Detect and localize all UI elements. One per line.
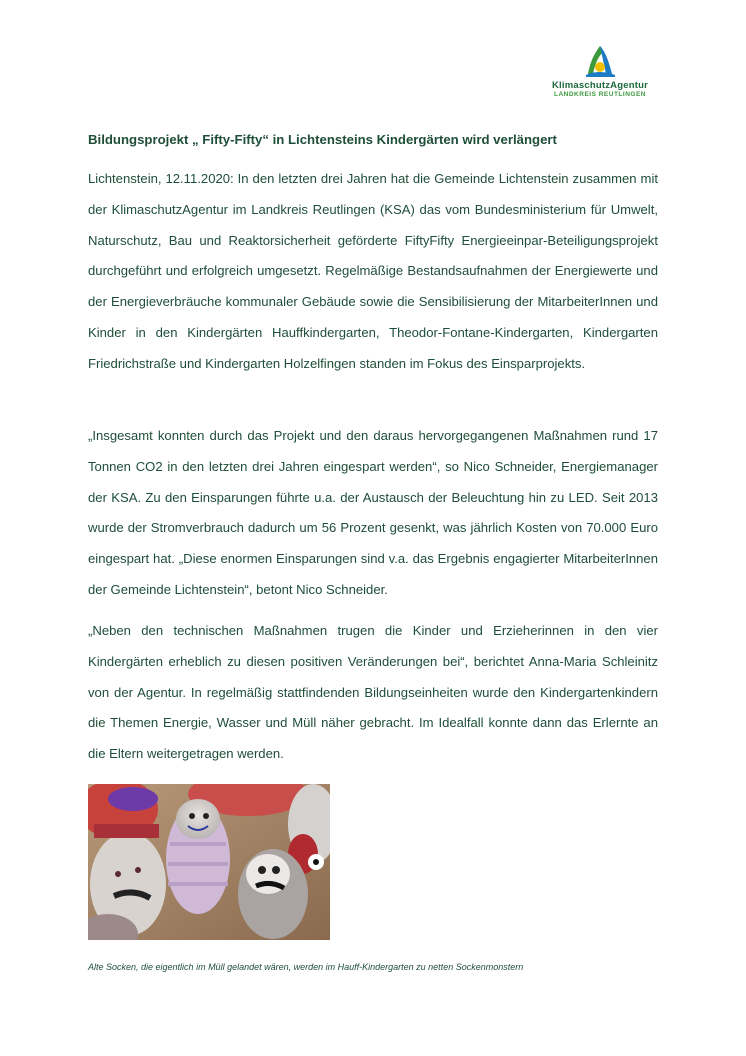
sock-monsters-photo — [88, 784, 330, 940]
logo-title: KlimaschutzAgentur — [552, 80, 648, 91]
article-paragraph-3: „Neben den technischen Maßnahmen trugen die Kinder und Erzieherinnen in den vier Kindergärten erheblich zu diesen positiven Veränderungen bei“, berichtet Anna-Maria Schleinitz von der Agentur. In regelmäßig stattfindenden Bildungseinheiten wurde den Kindergartenkindern die Themen Energie, Wasser und Müll näher gebracht. Im Idealfall konnte dann das Erlernte an die Eltern weitergetragen werden. — [88, 623, 658, 762]
article-paragraph-2: „Insgesamt konnten durch das Projekt und den daraus hervorgegangenen Maßnahmen rund 17 Tonnen CO2 in den letzten drei Jahren eingespart werden“, so Nico Schneider, Energiemanager der KSA. Zu den Einsparungen führte u.a. der Austausch der Beleuchtung hin zu LED. Seit 2013 wurde der Stromverbrauch dadurch um 56 Prozent gesenkt, was jährlich Kosten von 70.000 Euro eingespart hat. „Diese enormen Einsparungen sind v.a. das Ergebnis engagierter MitarbeiterInnen der Gemeinde Lichtenstein“, betont Nico Schneider. — [88, 428, 658, 597]
article-headline: Bildungsprojekt „ Fifty-Fifty“ in Lichtensteins Kindergärten wird verlängert — [88, 132, 557, 147]
logo-subtitle: LANDKREIS REUTLINGEN — [554, 91, 646, 98]
klimaschutzagentur-logo — [540, 44, 660, 100]
photo-caption: Alte Socken, die eigentlich im Müll gelandet wären, werden im Hauff-Kindergarten zu netten Sockenmonstern — [88, 962, 524, 972]
logo-mark-icon — [582, 44, 618, 78]
article-paragraph-1: Lichtenstein, 12.11.2020: In den letzten drei Jahren hat die Gemeinde Lichtenstein zusammen mit der KlimaschutzAgentur im Landkreis Reutlingen (KSA) das vom Bundesministerium für Umwelt, Naturschutz, Bau und Reaktorsicherheit geförderte FiftyFifty Energieeinpar-Beteiligungsprojekt durchgeführt und erfolgreich umgesetzt. Regelmäßige Bestandsaufnahmen der Energiewerte und der Energieverbräuche kommunaler Gebäude sowie die Sensibilisierung der MitarbeiterInnen und Kinder in den Kindergärten Hauffkindergarten, Theodor-Fontane-Kindergarten, Kindergarten Friedrichstraße und Kindergarten Holzelfingen standen im Fokus des Einsparprojekts. — [88, 171, 658, 371]
